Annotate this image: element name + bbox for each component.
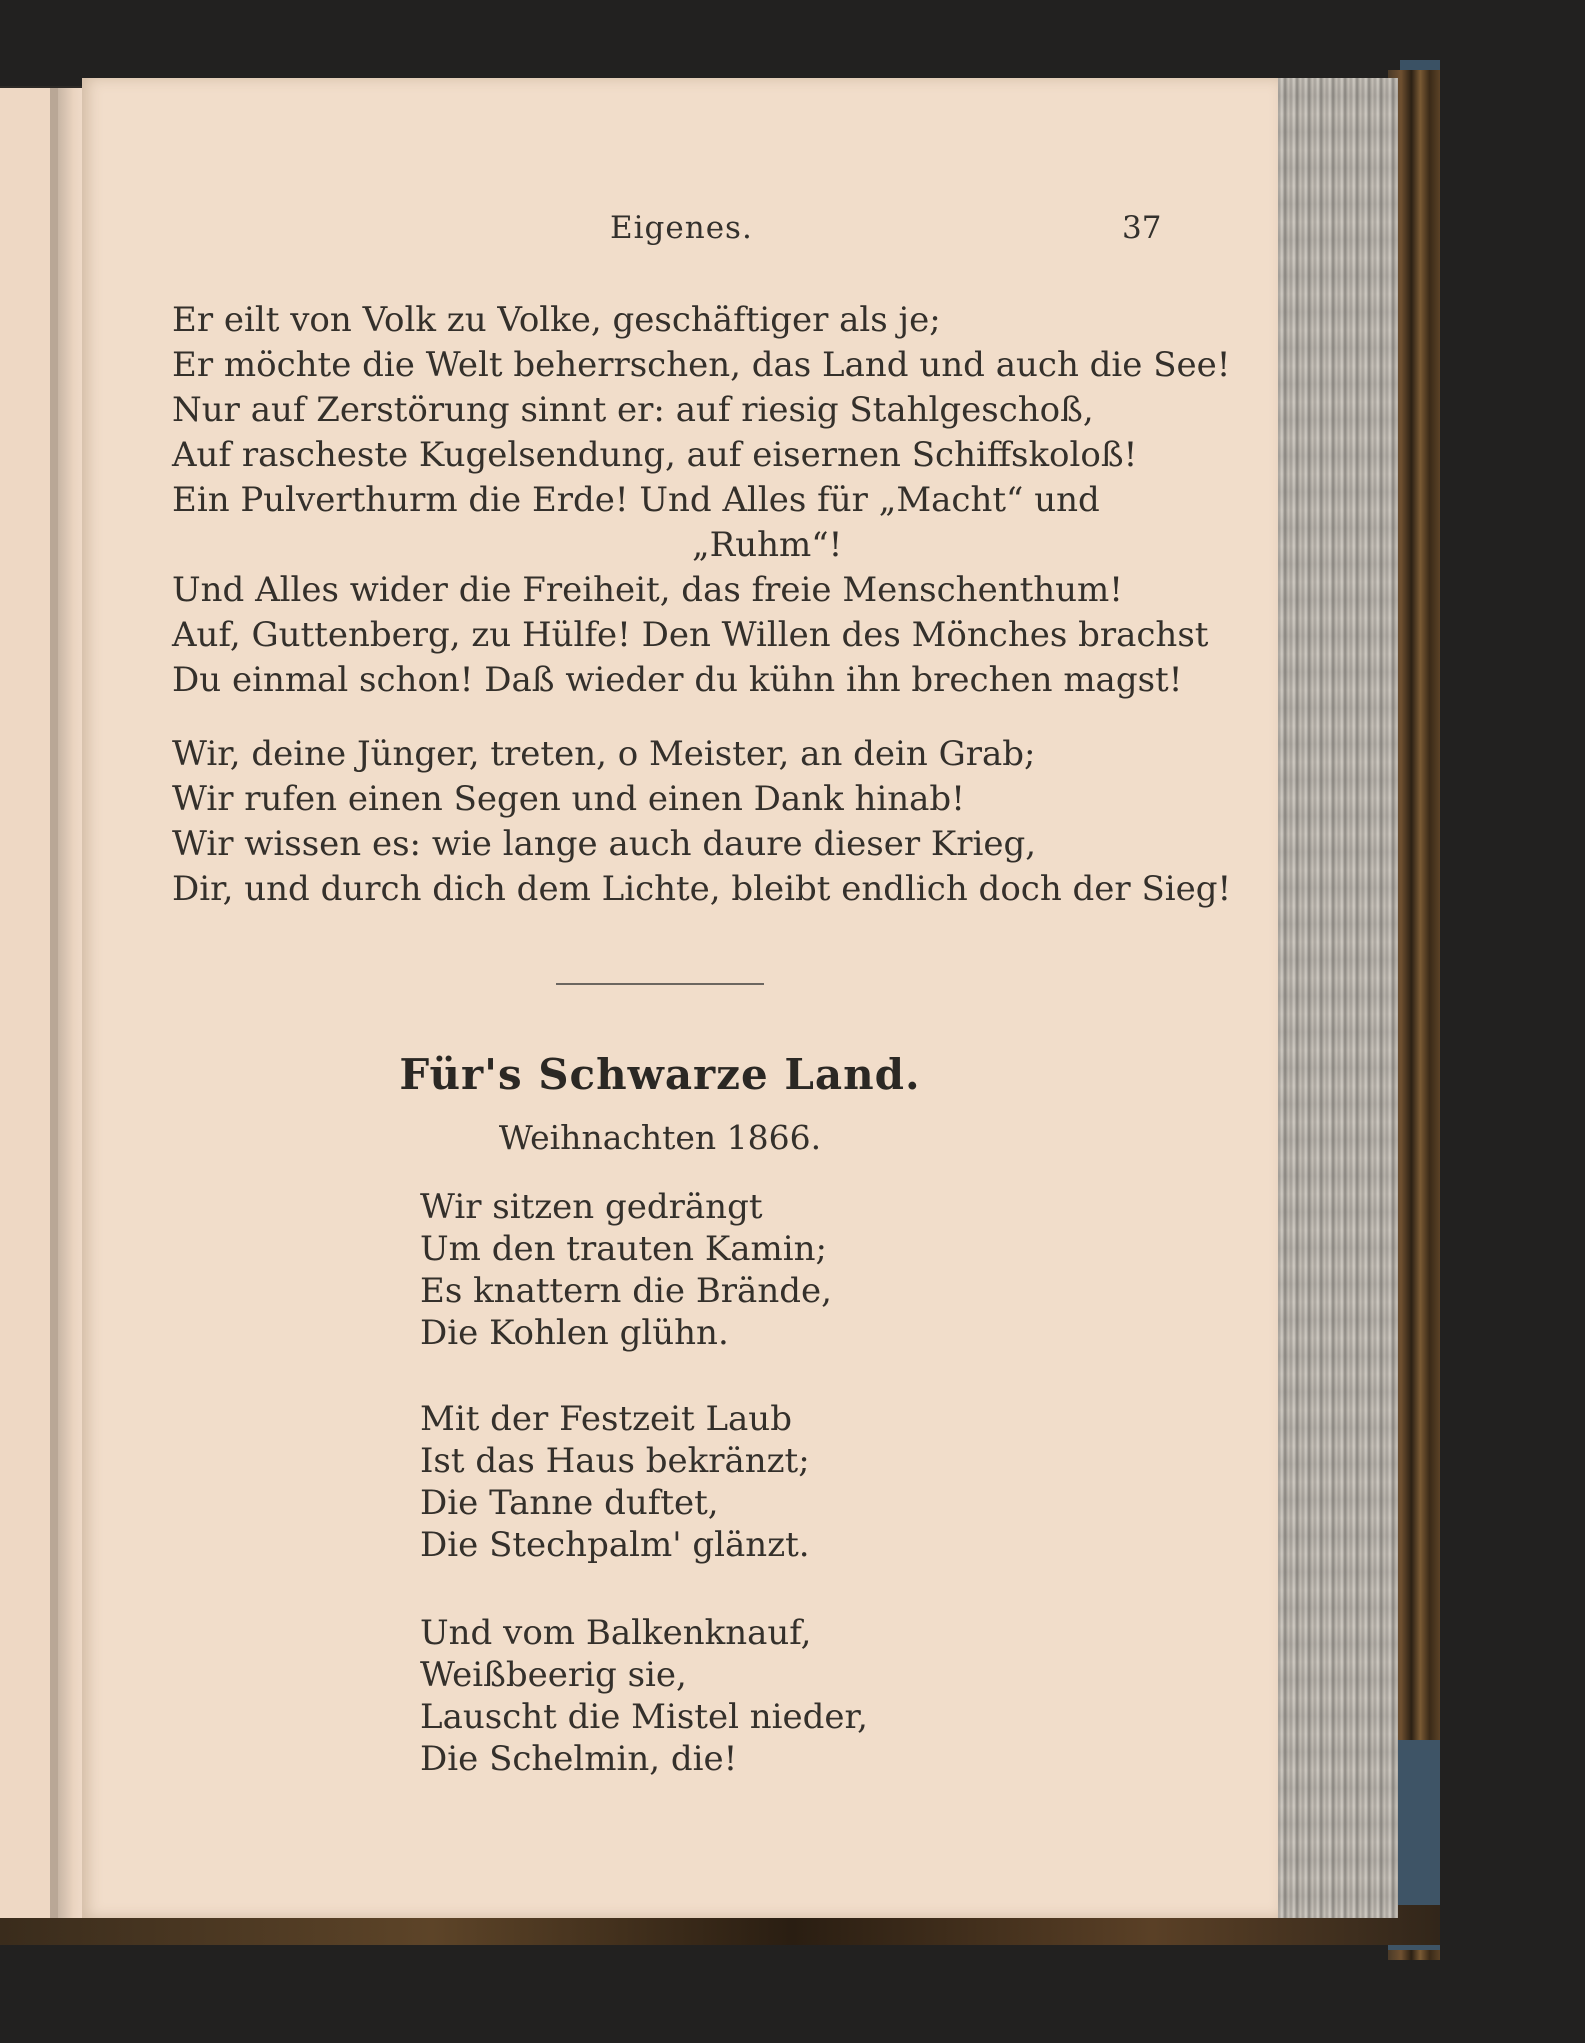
verse-line: Ist das Haus bekränzt; bbox=[420, 1441, 810, 1481]
verse-line: Du einmal schon! Daß wieder du kühn ihn brechen magst! bbox=[172, 660, 1183, 700]
verse-line: Und Alles wider die Freiheit, das freie Menschenthum! bbox=[172, 570, 1123, 610]
verse-line: Und vom Balkenknauf, bbox=[420, 1613, 812, 1653]
verse-line: Auf, Guttenberg, zu Hülfe! Den Willen des Mönches brachst bbox=[172, 615, 1209, 655]
verse-line: Er möchte die Welt beherrschen, das Land und auch die See! bbox=[172, 345, 1231, 385]
verse-line: Die Stechpalm' glänzt. bbox=[420, 1525, 810, 1565]
verse-line: Die Kohlen glühn. bbox=[420, 1313, 729, 1353]
verse-line: Ein Pulverthurm die Erde! Und Alles für „Macht“ und bbox=[172, 480, 1100, 520]
verse-line: Es knattern die Brände, bbox=[420, 1271, 832, 1311]
verse-line: Lauscht die Mistel nieder, bbox=[420, 1697, 868, 1737]
poem-title: Für's Schwarze Land. bbox=[399, 1050, 921, 1099]
verse-line: Die Schelmin, die! bbox=[420, 1739, 738, 1779]
verse-line-continuation: „Ruhm“! bbox=[692, 525, 843, 565]
poem-stanza-2 bbox=[172, 732, 1232, 912]
verse-line: Er eilt von Volk zu Volke, geschäftiger als je; bbox=[172, 300, 941, 340]
verse-line: Dir, und durch dich dem Lichte, bleibt endlich doch der Sieg! bbox=[172, 869, 1232, 909]
verse-line: Um den trauten Kamin; bbox=[420, 1229, 828, 1269]
section-divider bbox=[556, 983, 764, 985]
verse-line: Weißbeerig sie, bbox=[420, 1655, 687, 1695]
verse-line: Wir rufen einen Segen und einen Dank hinab! bbox=[172, 779, 965, 819]
verse-line: Wir wissen es: wie lange auch daure dieser Krieg, bbox=[172, 824, 1037, 864]
book-gutter bbox=[58, 88, 84, 1918]
poem-verse-2 bbox=[420, 1398, 920, 1566]
verse-line: Nur auf Zerstörung sinnt er: auf riesig Stahlgeschoß, bbox=[172, 390, 1094, 430]
poem-subtitle: Weihnachten 1866. bbox=[498, 1118, 822, 1157]
page-number: 37 bbox=[1122, 210, 1162, 246]
verse-line: Auf rascheste Kugelsendung, auf eisernen Schiffskoloß! bbox=[172, 435, 1138, 475]
verse-line: Wir, deine Jünger, treten, o Meister, an dein Grab; bbox=[172, 734, 1036, 774]
poem-stanza-1 bbox=[172, 298, 1231, 703]
verse-line: Die Tanne duftet, bbox=[420, 1483, 719, 1523]
page-block-shading bbox=[1276, 78, 1398, 1918]
poem-verse-1 bbox=[420, 1186, 920, 1354]
verse-line: Wir sitzen gedrängt bbox=[420, 1187, 763, 1227]
poem-verse-3 bbox=[420, 1612, 920, 1780]
verse-line: Mit der Festzeit Laub bbox=[420, 1399, 792, 1439]
running-head: Eigenes. bbox=[610, 210, 753, 246]
